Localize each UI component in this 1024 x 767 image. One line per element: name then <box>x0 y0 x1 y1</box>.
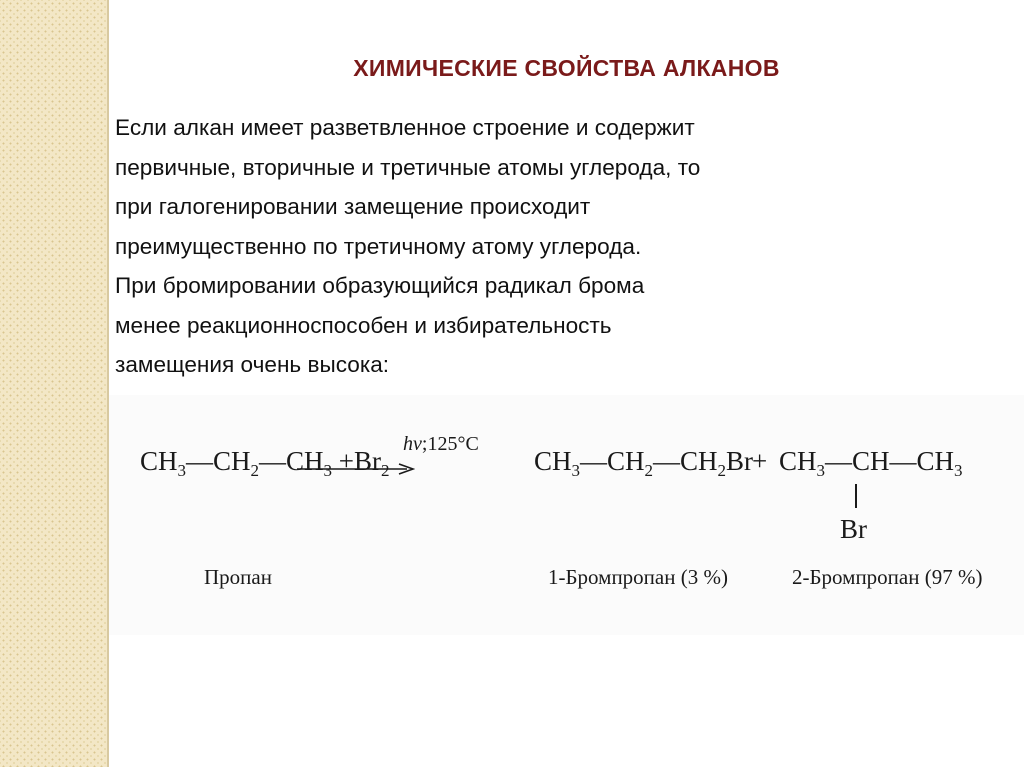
reaction-arrow-icon <box>297 463 415 475</box>
paragraph-line: при галогенировании замещение происходит <box>115 194 591 219</box>
reaction-conditions: hv;125°C <box>403 433 479 455</box>
vertical-bond <box>855 484 857 508</box>
reaction-scheme-image <box>109 395 1024 635</box>
paragraph-line: замещения очень высока: <box>115 352 390 377</box>
label-1-bromopropane: 1-Бромпропан (3 %) <box>548 565 728 589</box>
paragraph-line: первичные, вторичные и третичные атомы углерода, то <box>115 154 701 180</box>
reactant-propane-formula: $CH_3—CH_2—CH_3 +Br_2$ <box>140 446 390 480</box>
label-propane: Пропан <box>204 565 272 589</box>
slide-paragraph <box>115 108 1015 385</box>
label-2-bromopropane: 2-Бромпропан (97 %) <box>792 565 983 589</box>
slide-title: ХИМИЧЕСКИЕ СВОЙСТВА АЛКАНОВ <box>353 55 780 81</box>
paragraph-line: менее реакционноспособен и избирательность <box>115 312 612 338</box>
plus-sign: + <box>752 446 768 476</box>
product-2-bromopropane-formula: $CH_3—CH—CH_3$ <box>779 446 963 480</box>
paragraph-line: При бромировании образующийся радикал брома <box>115 273 645 298</box>
paragraph-line: преимущественно по третичному атому углерода. <box>115 233 642 259</box>
bromine-substituent: Br <box>840 514 867 544</box>
decorative-side-stripe <box>0 0 107 767</box>
stripe-divider <box>107 0 109 767</box>
paragraph-line: Если алкан имеет разветвленное строение и содержит <box>115 115 695 140</box>
product-1-bromopropane-formula: $CH_3—CH_2—CH_2Br$ <box>534 446 754 480</box>
